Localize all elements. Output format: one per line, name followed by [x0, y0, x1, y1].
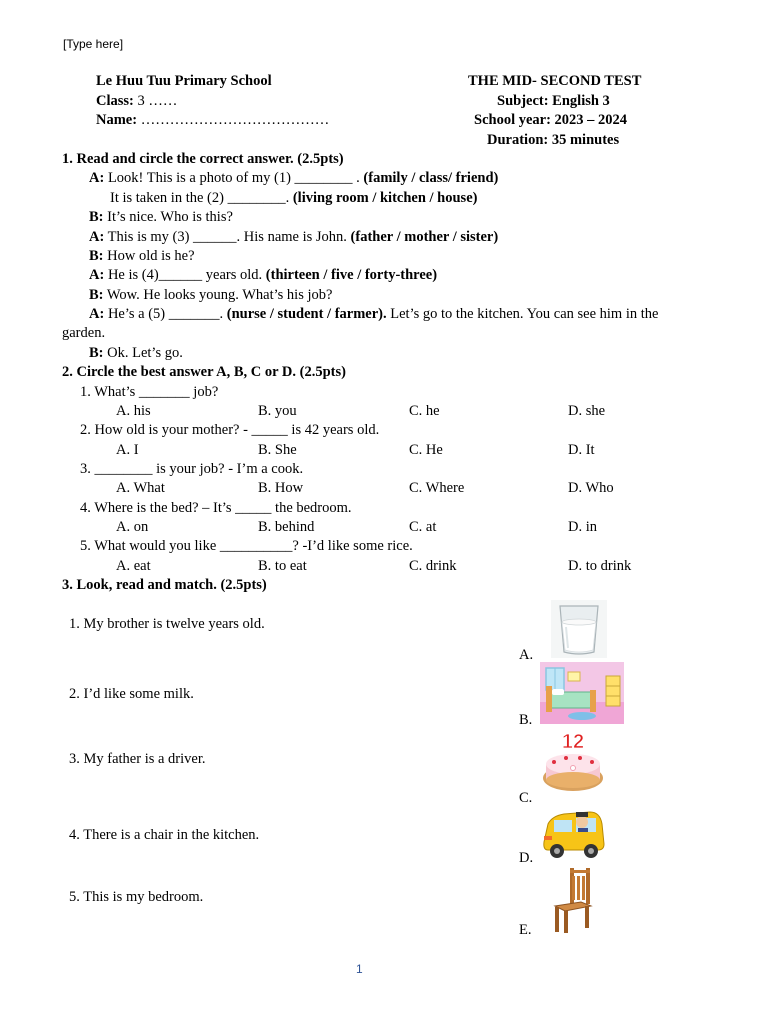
option-c[interactable]: C. at [409, 519, 437, 535]
match-sentence: 2. I’d like some milk. [69, 686, 194, 702]
speaker-label: B: [89, 209, 104, 225]
birthday-cake-picture [540, 728, 606, 798]
option-c[interactable]: C. He [409, 442, 443, 458]
option-b[interactable]: B. She [258, 442, 297, 458]
speaker-label: A: [89, 170, 105, 186]
dialogue-text: Wow. He looks young. What’s his job? [103, 287, 333, 303]
milk-glass-picture [551, 600, 607, 658]
answer-options: (thirteen / five / forty-three) [265, 267, 438, 283]
option-a[interactable]: A. What [116, 480, 165, 496]
speaker-label: B: [89, 248, 104, 264]
option-b[interactable]: B. behind [258, 519, 315, 535]
dialogue-line [89, 344, 183, 363]
match-sentence: 4. There is a chair in the kitchen. [69, 827, 260, 843]
dialogue-text: Look! This is a photo of my (1) ________ . [104, 170, 364, 186]
taxi-driver-picture [540, 802, 606, 862]
match-sentence: 3. My father is a driver. [69, 751, 206, 767]
dialogue-line [89, 286, 332, 305]
speaker-label: A: [89, 229, 105, 245]
section2-heading: 2. Circle the best answer A, B, C or D. (2.5pts) [62, 364, 346, 380]
question-text: 2. How old is your mother? - _____ is 42 years old. [80, 422, 380, 438]
match-sentence: 5. This is my bedroom. [69, 889, 204, 905]
answer-options: (nurse / student / farmer). [226, 306, 387, 322]
test-duration: Duration: 35 minutes [487, 132, 620, 148]
school-name: Le Huu Tuu Primary School [96, 73, 272, 89]
answer-options: (living room / kitchen / house) [292, 190, 478, 206]
dialogue-text: Ok. Let’s go. [103, 345, 183, 361]
dialogue-line [89, 247, 195, 266]
page-number: 1 [356, 962, 363, 976]
chair-picture [551, 866, 593, 934]
name-line [96, 111, 329, 130]
option-c[interactable]: C. Where [409, 480, 465, 496]
dialogue-line [110, 189, 477, 208]
option-d[interactable]: D. Who [568, 480, 614, 496]
dialogue-line [62, 324, 105, 343]
option-b[interactable]: B. How [258, 480, 304, 496]
test-school-year: School year: 2023 – 2024 [474, 112, 628, 128]
match-sentence: 1. My brother is twelve years old. [69, 616, 265, 632]
header-placeholder: [Type here] [63, 37, 124, 51]
option-d[interactable]: D. to drink [568, 558, 632, 574]
class-value: 3 …… [133, 93, 178, 109]
dialogue-line [89, 228, 498, 247]
bedroom-picture [540, 662, 624, 724]
dialogue-text: It’s nice. Who is this? [103, 209, 233, 225]
section1-heading: 1. Read and circle the correct answer. (2.5pts) [62, 151, 344, 167]
speaker-label: A: [89, 306, 105, 322]
dialogue-line [89, 266, 437, 285]
dialogue-text: It is taken in the (2) ________. [110, 190, 293, 206]
option-c[interactable]: C. drink [409, 558, 457, 574]
question-text: 4. Where is the bed? – It’s _____ the bedroom. [80, 500, 352, 516]
match-letter: E. [519, 922, 532, 938]
test-subject: Subject: English 3 [497, 93, 610, 109]
section3-heading: 3. Look, read and match. (2.5pts) [62, 577, 267, 593]
question-text: 5. What would you like __________? -I’d like some rice. [80, 538, 413, 554]
match-letter: B. [519, 712, 533, 728]
answer-options: (family / class/ friend) [363, 170, 499, 186]
class-line [96, 92, 177, 111]
option-c[interactable]: C. he [409, 403, 440, 419]
option-b[interactable]: B. to eat [258, 558, 307, 574]
dialogue-text: He’s a (5) _______. [104, 306, 227, 322]
class-label: Class: [96, 93, 134, 109]
speaker-label: B: [89, 345, 104, 361]
speaker-label: B: [89, 287, 104, 303]
dialogue-line [89, 305, 658, 324]
match-letter: C. [519, 790, 533, 806]
dialogue-text: He is (4)______ years old. [104, 267, 266, 283]
match-letter: D. [519, 850, 534, 866]
test-title: THE MID- SECOND TEST [468, 73, 642, 89]
dialogue-text: This is my (3) ______. His name is John. [104, 229, 351, 245]
dialogue-line [89, 208, 233, 227]
dialogue-text: Let’s go to the kitchen. You can see him in the [386, 306, 659, 322]
dialogue-line [89, 169, 498, 188]
speaker-label: A: [89, 267, 105, 283]
option-a[interactable]: A. I [116, 442, 139, 458]
dialogue-text: garden. [62, 325, 106, 341]
option-b[interactable]: B. you [258, 403, 297, 419]
option-a[interactable]: A. on [116, 519, 149, 535]
match-letter: A. [519, 647, 534, 663]
question-text: 1. What’s _______ job? [80, 384, 219, 400]
answer-options: (father / mother / sister) [350, 229, 499, 245]
option-d[interactable]: D. in [568, 519, 597, 535]
option-d[interactable]: D. she [568, 403, 606, 419]
name-value: ………………………………… [137, 112, 330, 128]
cake-candle-number: 12 [561, 731, 585, 753]
option-a[interactable]: A. his [116, 403, 151, 419]
option-a[interactable]: A. eat [116, 558, 151, 574]
option-d[interactable]: D. It [568, 442, 595, 458]
question-text: 3. ________ is your job? - I’m a cook. [80, 461, 304, 477]
dialogue-text: How old is he? [103, 248, 195, 264]
name-label: Name: [96, 112, 138, 128]
